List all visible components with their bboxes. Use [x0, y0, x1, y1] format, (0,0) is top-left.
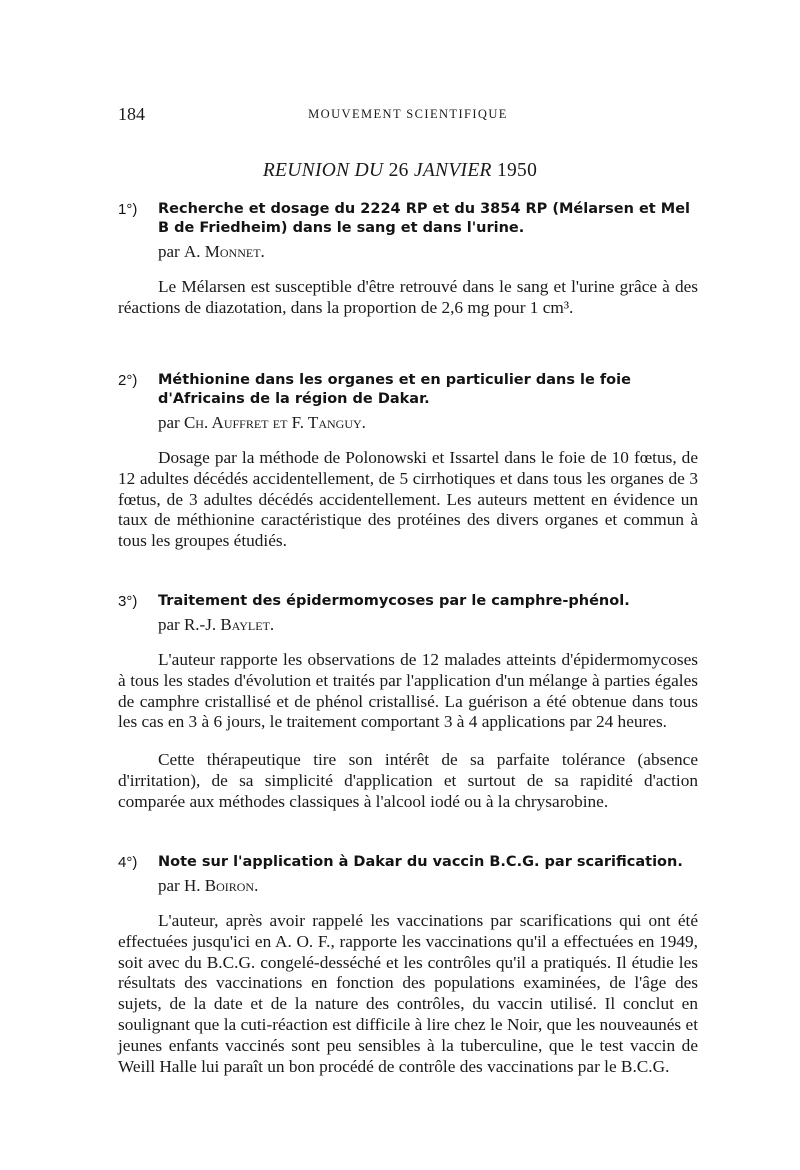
byline-author: R.-J. Baylet.: [183, 615, 275, 634]
section-1: [118, 200, 698, 336]
section-title: Note sur l'application à Dakar du vaccin B.C.G. par scarification.: [158, 854, 683, 870]
running-header: [118, 104, 698, 128]
section-heading: [118, 371, 698, 409]
section-paragraph: Cette thérapeutique tire son intérêt de sa parfaite tolérance (absence d'irritation), de sa simplicité d'application et surtout de sa rapidité d'action comparée aux méthodes classiques à l'alcool iodé ou à la chrysarobine.: [118, 750, 698, 812]
meeting-title-label: REUNION DU: [262, 160, 384, 181]
section-byline: [158, 875, 698, 897]
section-heading: [118, 200, 698, 238]
byline-prefix: par: [158, 615, 180, 634]
section-number: 1°): [118, 201, 138, 218]
running-title: MOUVEMENT SCIENTIFIQUE: [308, 107, 508, 121]
byline-prefix: par: [158, 413, 180, 432]
section-2: [118, 371, 698, 569]
section-paragraph: Dosage par la méthode de Polonowski et Issartel dans le foie de 10 fœtus, de 12 adultes décédés accidentellement, de 5 cirrhotiques et dans tous les organes de 3 fœtus, de 3 adultes décédés accidentellement. Les auteurs mettent en évidence un taux de méthionine caractéristique des protéines des divers organes et commun à tous les groupes étudiés.: [118, 448, 698, 551]
byline-prefix: par: [158, 242, 180, 261]
section-paragraph: L'auteur rapporte les observations de 12 malades atteints d'épidermomycoses à tous les stades d'évolution et traités par l'application d'un mélange à parties égales de camphre cristallisé et de phénol cristallisé. La guérison a été obtenue dans tous les cas en 3 à 6 jours, le traitement comportant 3 à 4 applications par 24 heures.: [118, 650, 698, 732]
section-3: [118, 592, 698, 830]
section-byline: [158, 412, 698, 434]
section-number: 4°): [118, 854, 138, 871]
section-number: 3°): [118, 593, 138, 610]
byline-author: A. Monnet.: [183, 242, 265, 261]
section-paragraph: L'auteur, après avoir rappelé les vaccinations par scarifications qui ont été effectuées jusqu'ici en A. O. F., rapporte les vaccinations qu'il a effectuées en 1949, soit avec du B.C.G. congelé-desséché et les contrôles qu'il a pratiqués. Il étudie les résultats des vaccinations en fonction des populations examinées, de l'âge des sujets, de la date et de la nature des contrôles, du vaccin utilisé. Il conclut en soulignant que la cuti-réaction est difficile à lire chez le Noir, que les nouveaunés et jeunes enfants vaccinés sont peu sensibles à la tuberculine, que le test vaccin de Weill Halle lui paraît un bon procédé de contrôle des vaccinations par le B.C.G.: [118, 911, 698, 1076]
section-number: 2°): [118, 372, 138, 389]
byline-prefix: par: [158, 876, 180, 895]
byline-author: Ch. Auffret et F. Tanguy.: [183, 413, 366, 432]
section-4: [118, 853, 698, 1095]
page-number: 184: [118, 104, 145, 124]
section-paragraph: Le Mélarsen est susceptible d'être retrouvé dans le sang et l'urine grâce à des réactions de diazotation, dans la proportion de 2,6 mg pour 1 cm³.: [118, 277, 698, 317]
byline-author: H. Boiron.: [183, 876, 259, 895]
section-title: Méthionine dans les organes et en particulier dans le foie d'Africains de la région de Dakar.: [158, 372, 631, 407]
section-heading: [118, 592, 698, 611]
meeting-title-month: JANVIER: [413, 160, 492, 181]
section-byline: [158, 241, 698, 263]
section-title: Recherche et dosage du 2224 RP et du 3854 RP (Mélarsen et Mel B de Friedheim) dans le sang et dans l'urine.: [158, 201, 691, 236]
meeting-title: [0, 160, 800, 182]
section-title: Traitement des épidermomycoses par le camphre-phénol.: [158, 593, 630, 609]
meeting-title-year: 1950: [496, 160, 538, 181]
section-byline: [158, 614, 698, 636]
section-heading: [118, 853, 698, 872]
meeting-title-day: 26: [388, 160, 409, 181]
